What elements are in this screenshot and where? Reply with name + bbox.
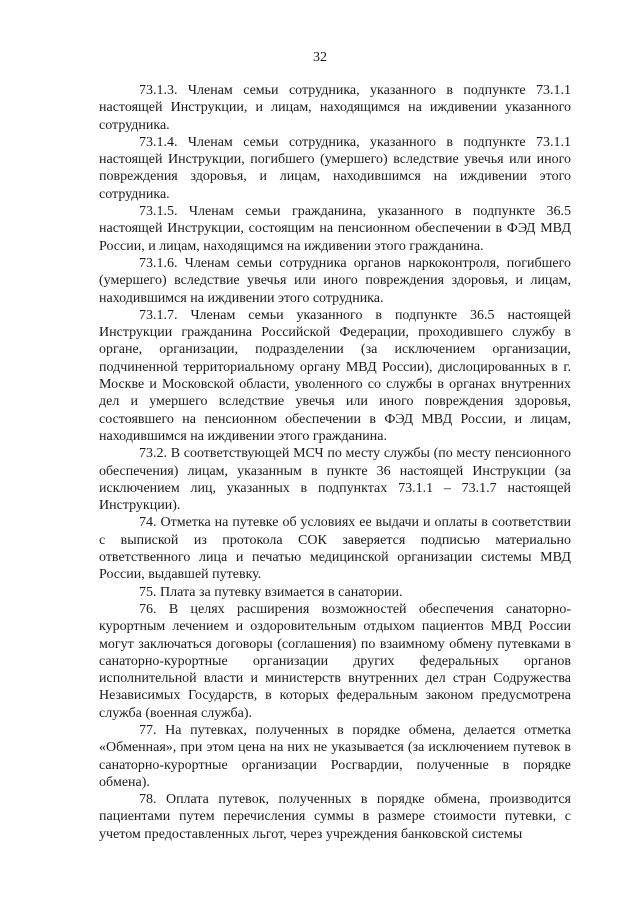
paragraph-78: 78. Оплата путевок, полученных в порядке обмена, производится пациентами путем перечисления суммы в размере стоимости путевки, с учетом предоставленных льгот, через учреждения банковской системы: [99, 792, 571, 842]
page-number: 32: [313, 50, 327, 65]
paragraph-73-1-4: 73.1.4. Членам семьи сотрудника, указанного в подпункте 73.1.1 настоящей Инструкции, погибшего (умершего) вследствие увечья или иного повреждения здоровья, и лицам, находившимся на иждивении этого сотрудника.: [99, 134, 571, 202]
paragraph-75: 75. Плата за путевку взимается в санатории.: [139, 584, 403, 600]
paragraph-73-2: 73.2. В соответствующей МСЧ по месту службы (по месту пенсионного обеспечения) лицам, указанным в пункте 36 настоящей Инструкции (за исключением лиц, указанных в подпунктах 73.1.1 – 73.1.7 настоящей Инструкции).: [99, 446, 571, 514]
document-body: [99, 82, 571, 843]
paragraph-73-1-5: 73.1.5. Членам семьи гражданина, указанного в подпункте 36.5 настоящей Инструкции, состоящим на пенсионном обеспечении в ФЭД МВД России, и лицам, находящимся на иждивении этого гражданина.: [99, 204, 571, 254]
paragraph-73-1-6: 73.1.6. Членам семьи сотрудника органов наркоконтроля, погибшего (умершего) вследствие увечья или иного повреждения здоровья, и лицам, находившимся на иждивении этого сотрудника.: [99, 255, 571, 306]
paragraph-73-1-7: 73.1.7. Членам семьи указанного в подпункте 36.5 настоящей Инструкции гражданина Российской Федерации, проходившего службу в органе, организации, подразделении (за исключением организации, подчиненной территориальному органу МВД России), дислоцированных в г. Москве и Московской области, уволенного со службы в органах внутренних дел и умершего вследствие увечья или иного повреждения здоровья, состоявшего на пенсионном обеспечении в ФЭД МВД России, и лицам, находившимся на иждивении этого гражданина.: [99, 307, 571, 444]
paragraph-73-1-3: 73.1.3. Членам семьи сотрудника, указанного в подпункте 73.1.1 настоящей Инструкции, и лицам, находящимся на иждивении указанного сотрудника.: [99, 83, 571, 133]
paragraph-77: 77. На путевках, полученных в порядке обмена, делается отметка «Обменная», при этом цена на них не указывается (за исключением путевок в санаторно-курортные организации Росгвардии, полученные в порядке обмена).: [99, 722, 571, 790]
paragraph-74: 74. Отметка на путевке об условиях ее выдачи и оплаты в соответствии с выпиской из протокола СОК заверяется подписью материально ответственного лица и печатью медицинской организации системы МВД России, выдавшей путевку.: [99, 515, 571, 583]
paragraph-76: 76. В целях расширения возможностей обеспечения санаторно-курортным лечением и оздоровительным отдыхом пациентов МВД России могут заключаться договоры (соглашения) по взаимному обмену путевками в санаторно-курортные организации других федеральных органов исполнительной власти и министерств внутренних дел стран Содружества Независимых Государств, в которых федеральным законом предусмотрена служба (военная служба).: [99, 601, 571, 721]
